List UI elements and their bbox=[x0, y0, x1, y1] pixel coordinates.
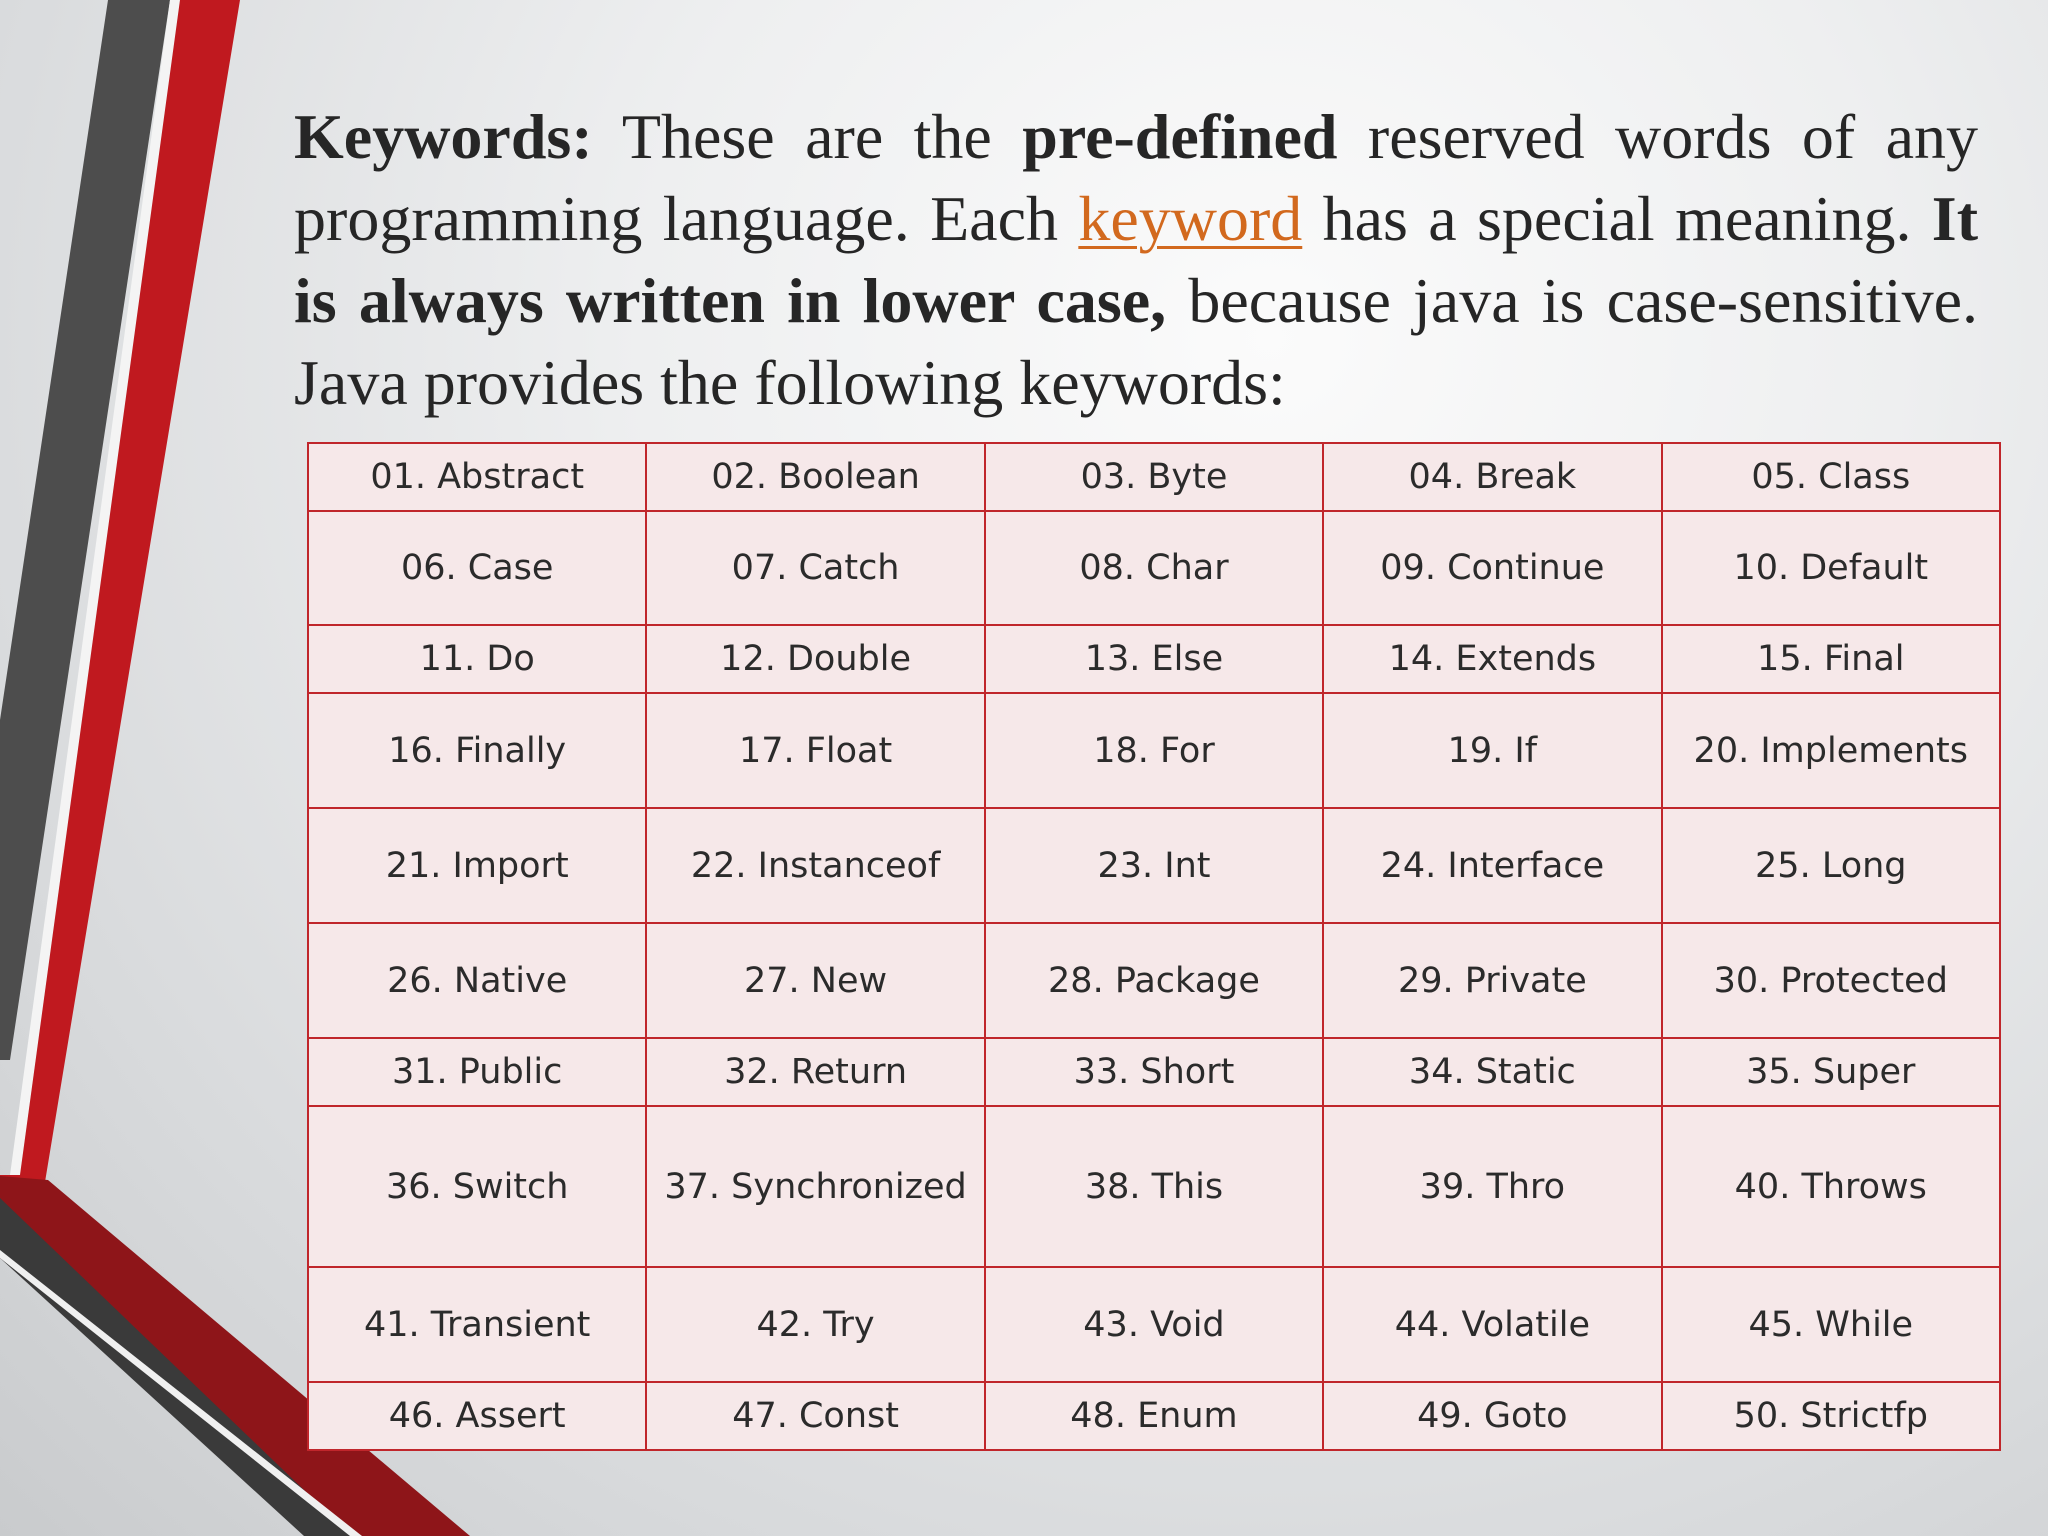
table-row bbox=[308, 1267, 2000, 1382]
keyword-cell: 18. For bbox=[985, 693, 1323, 808]
keyword-cell: 42. Try bbox=[646, 1267, 984, 1382]
keyword-cell: 16. Finally bbox=[308, 693, 646, 808]
table-row bbox=[308, 808, 2000, 923]
table-row bbox=[308, 511, 2000, 625]
keyword-cell: 20. Implements bbox=[1662, 693, 2000, 808]
keyword-cell: 43. Void bbox=[985, 1267, 1323, 1382]
keyword-cell: 01. Abstract bbox=[308, 443, 646, 511]
keyword-cell: 06. Case bbox=[308, 511, 646, 625]
keyword-cell: 04. Break bbox=[1323, 443, 1661, 511]
keyword-cell: 08. Char bbox=[985, 511, 1323, 625]
keyword-cell: 12. Double bbox=[646, 625, 984, 693]
keyword-cell: 11. Do bbox=[308, 625, 646, 693]
keyword-cell: 48. Enum bbox=[985, 1382, 1323, 1450]
keyword-cell: 30. Protected bbox=[1662, 923, 2000, 1038]
keyword-cell: 41. Transient bbox=[308, 1267, 646, 1382]
keyword-cell: 15. Final bbox=[1662, 625, 2000, 693]
keywords-table bbox=[307, 442, 2001, 1451]
keyword-cell: 10. Default bbox=[1662, 511, 2000, 625]
keyword-cell: 44. Volatile bbox=[1323, 1267, 1661, 1382]
table-row bbox=[308, 1382, 2000, 1450]
intro-text-3: has a special meaning. bbox=[1302, 183, 1932, 254]
keyword-cell: 27. New bbox=[646, 923, 984, 1038]
keyword-cell: 03. Byte bbox=[985, 443, 1323, 511]
keyword-cell: 47. Const bbox=[646, 1382, 984, 1450]
keyword-cell: 35. Super bbox=[1662, 1038, 2000, 1106]
keyword-cell: 50. Strictfp bbox=[1662, 1382, 2000, 1450]
keyword-cell: 21. Import bbox=[308, 808, 646, 923]
keyword-cell: 31. Public bbox=[308, 1038, 646, 1106]
keyword-cell: 14. Extends bbox=[1323, 625, 1661, 693]
keyword-cell: 02. Boolean bbox=[646, 443, 984, 511]
intro-text-2: reserved words of any programming language. Each bbox=[294, 101, 1978, 254]
table-row bbox=[308, 625, 2000, 693]
keyword-cell: 17. Float bbox=[646, 693, 984, 808]
keyword-cell: 29. Private bbox=[1323, 923, 1661, 1038]
keyword-cell: 22. Instanceof bbox=[646, 808, 984, 923]
keyword-cell: 37. Synchronized bbox=[646, 1106, 984, 1267]
keyword-cell: 13. Else bbox=[985, 625, 1323, 693]
keyword-cell: 39. Thro bbox=[1323, 1106, 1661, 1267]
keyword-cell: 25. Long bbox=[1662, 808, 2000, 923]
keyword-cell: 38. This bbox=[985, 1106, 1323, 1267]
keywords-label: Keywords: bbox=[294, 101, 593, 172]
keyword-cell: 45. While bbox=[1662, 1267, 2000, 1382]
pre-defined-emphasis: pre-defined bbox=[1022, 101, 1338, 172]
keyword-cell: 40. Throws bbox=[1662, 1106, 2000, 1267]
keyword-cell: 19. If bbox=[1323, 693, 1661, 808]
intro-text-4: because java is case-sensitive. Java provides the following keywords: bbox=[294, 265, 1978, 418]
table-row bbox=[308, 443, 2000, 511]
keyword-cell: 24. Interface bbox=[1323, 808, 1661, 923]
keyword-cell: 34. Static bbox=[1323, 1038, 1661, 1106]
keyword-cell: 46. Assert bbox=[308, 1382, 646, 1450]
intro-text-1: These are the bbox=[592, 101, 1023, 172]
keyword-cell: 28. Package bbox=[985, 923, 1323, 1038]
lower-case-emphasis: It is always written in lower case, bbox=[294, 183, 1979, 336]
keyword-link[interactable]: keyword bbox=[1078, 183, 1303, 254]
keyword-cell: 32. Return bbox=[646, 1038, 984, 1106]
table-row bbox=[308, 1106, 2000, 1267]
keyword-cell: 05. Class bbox=[1662, 443, 2000, 511]
keyword-cell: 09. Continue bbox=[1323, 511, 1661, 625]
intro-paragraph bbox=[294, 96, 1978, 424]
keyword-cell: 49. Goto bbox=[1323, 1382, 1661, 1450]
table-row bbox=[308, 1038, 2000, 1106]
keyword-cell: 07. Catch bbox=[646, 511, 984, 625]
keyword-cell: 26. Native bbox=[308, 923, 646, 1038]
keyword-cell: 36. Switch bbox=[308, 1106, 646, 1267]
keyword-cell: 33. Short bbox=[985, 1038, 1323, 1106]
keyword-cell: 23. Int bbox=[985, 808, 1323, 923]
table-row bbox=[308, 693, 2000, 808]
table-row bbox=[308, 923, 2000, 1038]
